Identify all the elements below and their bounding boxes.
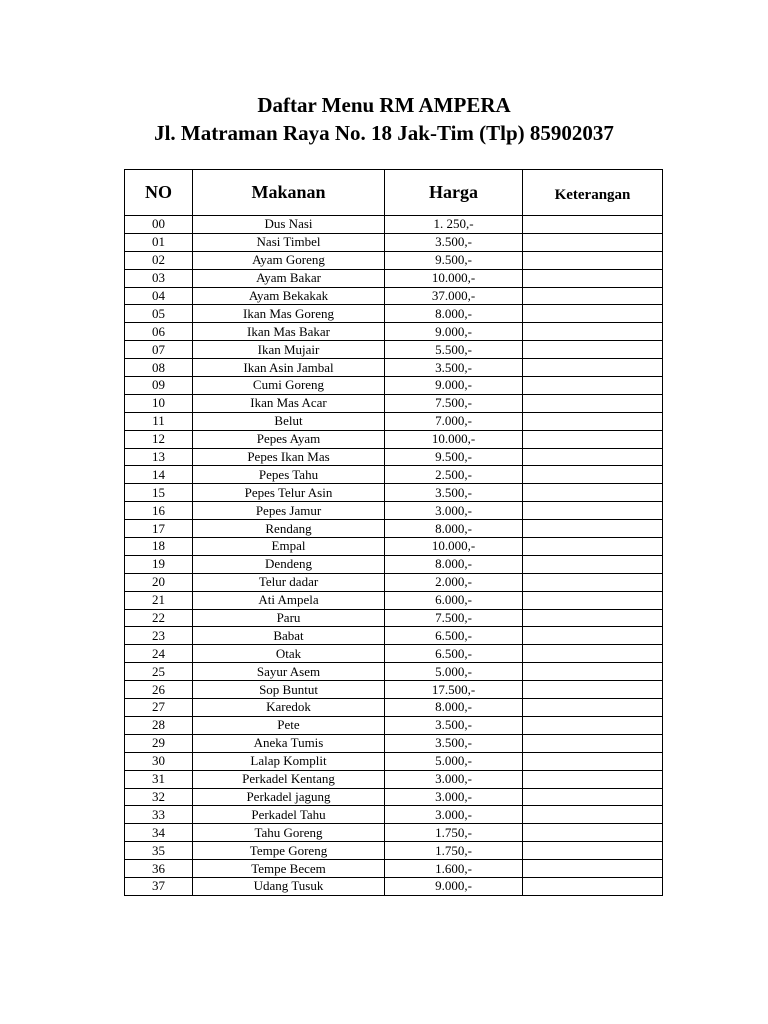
cell-harga: 1.750,- (385, 842, 523, 860)
cell-harga: 6.500,- (385, 627, 523, 645)
cell-no: 19 (125, 555, 193, 573)
cell-no: 02 (125, 251, 193, 269)
cell-no: 03 (125, 269, 193, 287)
cell-harga: 7.500,- (385, 609, 523, 627)
cell-keterangan (523, 555, 663, 573)
cell-makanan: Rendang (193, 520, 385, 538)
table-row (125, 734, 663, 752)
cell-keterangan (523, 609, 663, 627)
cell-makanan: Telur dadar (193, 573, 385, 591)
cell-no: 33 (125, 806, 193, 824)
cell-keterangan (523, 734, 663, 752)
cell-no: 24 (125, 645, 193, 663)
table-row (125, 216, 663, 234)
cell-no: 13 (125, 448, 193, 466)
cell-harga: 1.750,- (385, 824, 523, 842)
table-row (125, 770, 663, 788)
cell-keterangan (523, 663, 663, 681)
cell-keterangan (523, 573, 663, 591)
cell-makanan: Pepes Ayam (193, 430, 385, 448)
cell-harga: 2.500,- (385, 466, 523, 484)
cell-harga: 8.000,- (385, 305, 523, 323)
cell-harga: 3.500,- (385, 484, 523, 502)
cell-keterangan (523, 824, 663, 842)
table-row (125, 806, 663, 824)
cell-harga: 6.500,- (385, 645, 523, 663)
cell-no: 01 (125, 233, 193, 251)
cell-harga: 8.000,- (385, 555, 523, 573)
cell-keterangan (523, 716, 663, 734)
cell-no: 21 (125, 591, 193, 609)
cell-makanan: Dendeng (193, 555, 385, 573)
cell-no: 32 (125, 788, 193, 806)
cell-keterangan (523, 877, 663, 895)
cell-keterangan (523, 842, 663, 860)
cell-harga: 9.500,- (385, 251, 523, 269)
cell-harga: 3.500,- (385, 233, 523, 251)
table-row (125, 323, 663, 341)
menu-table-body (125, 216, 663, 896)
cell-harga: 9.000,- (385, 323, 523, 341)
table-row (125, 716, 663, 734)
cell-makanan: Pete (193, 716, 385, 734)
table-row (125, 663, 663, 681)
cell-keterangan (523, 681, 663, 699)
table-row (125, 824, 663, 842)
table-row (125, 788, 663, 806)
cell-no: 20 (125, 573, 193, 591)
cell-no: 08 (125, 359, 193, 377)
cell-harga: 3.500,- (385, 716, 523, 734)
table-row (125, 538, 663, 556)
cell-makanan: Aneka Tumis (193, 734, 385, 752)
cell-no: 11 (125, 412, 193, 430)
cell-makanan: Pepes Jamur (193, 502, 385, 520)
cell-makanan: Empal (193, 538, 385, 556)
cell-keterangan (523, 627, 663, 645)
table-row (125, 842, 663, 860)
cell-makanan: Karedok (193, 699, 385, 717)
cell-keterangan (523, 484, 663, 502)
cell-keterangan (523, 359, 663, 377)
cell-makanan: Ayam Bakar (193, 269, 385, 287)
cell-keterangan (523, 699, 663, 717)
table-row (125, 341, 663, 359)
table-row (125, 305, 663, 323)
cell-harga: 3.000,- (385, 502, 523, 520)
cell-makanan: Paru (193, 609, 385, 627)
cell-harga: 6.000,- (385, 591, 523, 609)
cell-makanan: Ati Ampela (193, 591, 385, 609)
cell-keterangan (523, 412, 663, 430)
cell-makanan: Tempe Becem (193, 860, 385, 878)
cell-no: 30 (125, 752, 193, 770)
cell-harga: 9.000,- (385, 377, 523, 395)
cell-harga: 8.000,- (385, 699, 523, 717)
table-row (125, 359, 663, 377)
cell-no: 06 (125, 323, 193, 341)
cell-makanan: Perkadel Tahu (193, 806, 385, 824)
cell-keterangan (523, 860, 663, 878)
cell-harga: 5.000,- (385, 752, 523, 770)
cell-keterangan (523, 305, 663, 323)
cell-harga: 3.000,- (385, 806, 523, 824)
cell-harga: 10.000,- (385, 269, 523, 287)
table-row (125, 466, 663, 484)
table-row (125, 394, 663, 412)
table-row (125, 573, 663, 591)
table-row (125, 502, 663, 520)
cell-keterangan (523, 430, 663, 448)
column-header-harga: Harga (385, 170, 523, 216)
cell-no: 10 (125, 394, 193, 412)
cell-no: 09 (125, 377, 193, 395)
cell-keterangan (523, 233, 663, 251)
column-header-makanan: Makanan (193, 170, 385, 216)
cell-no: 29 (125, 734, 193, 752)
cell-makanan: Perkadel jagung (193, 788, 385, 806)
cell-makanan: Pepes Telur Asin (193, 484, 385, 502)
cell-keterangan (523, 377, 663, 395)
cell-no: 36 (125, 860, 193, 878)
cell-makanan: Ayam Bekakak (193, 287, 385, 305)
cell-keterangan (523, 448, 663, 466)
cell-harga: 10.000,- (385, 538, 523, 556)
cell-keterangan (523, 323, 663, 341)
cell-makanan: Pepes Ikan Mas (193, 448, 385, 466)
table-row (125, 520, 663, 538)
table-row (125, 752, 663, 770)
cell-harga: 3.500,- (385, 734, 523, 752)
cell-makanan: Dus Nasi (193, 216, 385, 234)
cell-no: 25 (125, 663, 193, 681)
cell-no: 27 (125, 699, 193, 717)
cell-keterangan (523, 788, 663, 806)
cell-makanan: Babat (193, 627, 385, 645)
cell-no: 00 (125, 216, 193, 234)
cell-keterangan (523, 806, 663, 824)
cell-harga: 9.500,- (385, 448, 523, 466)
cell-keterangan (523, 466, 663, 484)
cell-no: 14 (125, 466, 193, 484)
cell-makanan: Perkadel Kentang (193, 770, 385, 788)
cell-no: 28 (125, 716, 193, 734)
table-row (125, 555, 663, 573)
cell-makanan: Ikan Mas Bakar (193, 323, 385, 341)
cell-harga: 7.500,- (385, 394, 523, 412)
cell-makanan: Sayur Asem (193, 663, 385, 681)
cell-no: 23 (125, 627, 193, 645)
cell-makanan: Nasi Timbel (193, 233, 385, 251)
cell-harga: 3.000,- (385, 770, 523, 788)
table-row (125, 627, 663, 645)
cell-no: 16 (125, 502, 193, 520)
cell-keterangan (523, 752, 663, 770)
document-title-block (0, 91, 768, 147)
cell-harga: 5.500,- (385, 341, 523, 359)
restaurant-address: Jl. Matraman Raya No. 18 Jak-Tim (Tlp) 85902037 (154, 121, 614, 145)
cell-keterangan (523, 394, 663, 412)
table-row (125, 233, 663, 251)
cell-harga: 3.500,- (385, 359, 523, 377)
cell-no: 31 (125, 770, 193, 788)
table-row (125, 269, 663, 287)
table-row (125, 484, 663, 502)
cell-harga: 8.000,- (385, 520, 523, 538)
cell-no: 04 (125, 287, 193, 305)
cell-keterangan (523, 520, 663, 538)
cell-keterangan (523, 216, 663, 234)
cell-no: 35 (125, 842, 193, 860)
cell-makanan: Udang Tusuk (193, 877, 385, 895)
cell-keterangan (523, 591, 663, 609)
cell-makanan: Ikan Mujair (193, 341, 385, 359)
cell-no: 26 (125, 681, 193, 699)
cell-makanan: Otak (193, 645, 385, 663)
cell-harga: 9.000,- (385, 877, 523, 895)
document-title: Daftar Menu RM AMPERA (257, 93, 511, 117)
table-row (125, 699, 663, 717)
cell-no: 37 (125, 877, 193, 895)
cell-harga: 5.000,- (385, 663, 523, 681)
cell-makanan: Sop Buntut (193, 681, 385, 699)
menu-table (124, 169, 663, 896)
table-row (125, 377, 663, 395)
cell-keterangan (523, 645, 663, 663)
column-header-keterangan: Keterangan (523, 170, 663, 216)
cell-makanan: Tahu Goreng (193, 824, 385, 842)
cell-makanan: Belut (193, 412, 385, 430)
column-header-no: NO (125, 170, 193, 216)
cell-no: 05 (125, 305, 193, 323)
cell-makanan: Pepes Tahu (193, 466, 385, 484)
cell-no: 34 (125, 824, 193, 842)
table-row (125, 645, 663, 663)
cell-harga: 37.000,- (385, 287, 523, 305)
table-row (125, 287, 663, 305)
table-row (125, 681, 663, 699)
cell-makanan: Tempe Goreng (193, 842, 385, 860)
cell-harga: 3.000,- (385, 788, 523, 806)
table-row (125, 448, 663, 466)
table-row (125, 412, 663, 430)
table-row (125, 609, 663, 627)
cell-makanan: Ikan Mas Acar (193, 394, 385, 412)
cell-no: 12 (125, 430, 193, 448)
table-row (125, 430, 663, 448)
cell-harga: 10.000,- (385, 430, 523, 448)
cell-no: 18 (125, 538, 193, 556)
cell-harga: 7.000,- (385, 412, 523, 430)
cell-harga: 17.500,- (385, 681, 523, 699)
cell-makanan: Cumi Goreng (193, 377, 385, 395)
table-row (125, 251, 663, 269)
cell-no: 17 (125, 520, 193, 538)
cell-keterangan (523, 770, 663, 788)
cell-makanan: Ayam Goreng (193, 251, 385, 269)
cell-harga: 1.600,- (385, 860, 523, 878)
cell-keterangan (523, 341, 663, 359)
table-header-row (125, 170, 663, 216)
cell-makanan: Ikan Asin Jambal (193, 359, 385, 377)
cell-harga: 1. 250,- (385, 216, 523, 234)
table-row (125, 860, 663, 878)
cell-makanan: Lalap Komplit (193, 752, 385, 770)
cell-harga: 2.000,- (385, 573, 523, 591)
cell-keterangan (523, 269, 663, 287)
cell-keterangan (523, 538, 663, 556)
table-row (125, 877, 663, 895)
cell-makanan: Ikan Mas Goreng (193, 305, 385, 323)
cell-keterangan (523, 502, 663, 520)
cell-keterangan (523, 251, 663, 269)
cell-no: 22 (125, 609, 193, 627)
cell-keterangan (523, 287, 663, 305)
cell-no: 07 (125, 341, 193, 359)
table-row (125, 591, 663, 609)
cell-no: 15 (125, 484, 193, 502)
